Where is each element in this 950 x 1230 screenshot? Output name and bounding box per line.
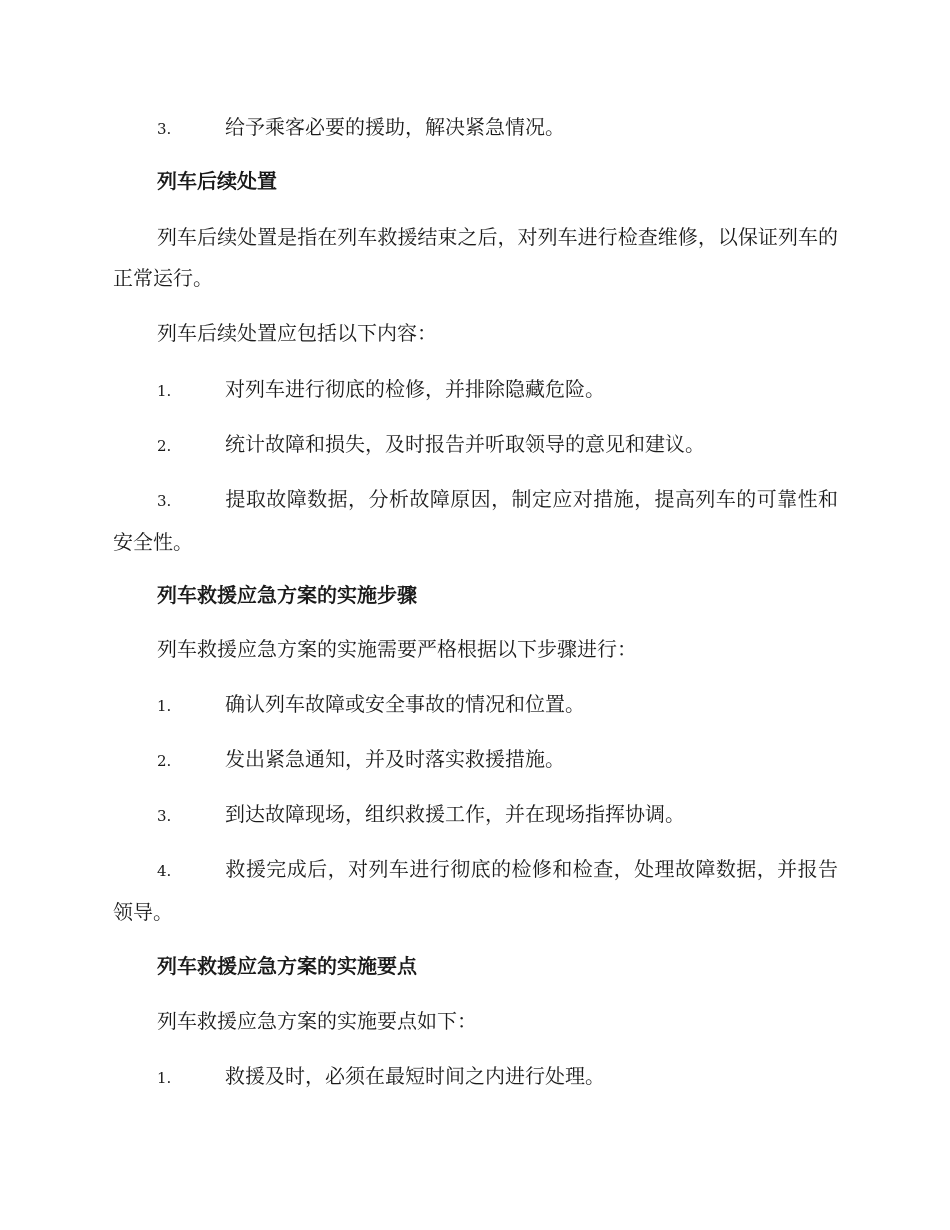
- list-number: 2.: [157, 752, 172, 770]
- section-heading: 列车后续处置: [157, 169, 277, 193]
- list-text: 统计故障和损失，及时报告并听取领导的意见和建议。: [225, 432, 705, 456]
- list-text: 对列车进行彻底的检修，并排除隐藏危险。: [225, 377, 605, 401]
- list-text: 到达故障现场，组织救援工作，并在现场指挥协调。: [225, 802, 685, 826]
- list-number: 4.: [157, 862, 172, 880]
- section-heading: 列车救援应急方案的实施要点: [157, 954, 417, 978]
- list-text: 确认列车故障或安全事故的情况和位置。: [225, 692, 585, 716]
- list-number: 1.: [157, 382, 172, 400]
- list-number: 2.: [157, 437, 172, 455]
- list-text: 提取故障数据，分析故障原因，制定应对措施，提高列车的可靠性和安全性。: [113, 487, 838, 554]
- list-text: 给予乘客必要的援助，解决紧急情况。: [225, 115, 565, 139]
- section-intro: 列车救援应急方案的实施要点如下：: [157, 1009, 477, 1033]
- list-item: [113, 376, 838, 405]
- section-heading: 列车救援应急方案的实施步骤: [157, 583, 417, 607]
- list-text: 发出紧急通知，并及时落实救援措施。: [225, 747, 565, 771]
- list-number: 3.: [157, 807, 172, 825]
- list-number: 3.: [157, 492, 172, 510]
- section-intro: 列车救援应急方案的实施需要严格根据以下步骤进行：: [157, 637, 637, 661]
- list-number: 3.: [157, 120, 172, 138]
- list-item: [113, 431, 838, 460]
- list-item: [113, 801, 838, 830]
- list-text: 救援完成后，对列车进行彻底的检修和检查，处理故障数据，并报告领导。: [113, 857, 838, 924]
- paragraph: 列车后续处置是指在列车救援结束之后，对列车进行检查维修，以保证列车的正常运行。: [113, 225, 838, 290]
- list-item: [113, 746, 838, 775]
- list-number: 1.: [157, 1069, 172, 1087]
- list-item: [113, 849, 838, 933]
- section-intro: 列车后续处置应包括以下内容：: [157, 321, 437, 345]
- list-item: [113, 1063, 838, 1092]
- list-item: [113, 691, 838, 720]
- list-item: [113, 114, 838, 143]
- list-number: 1.: [157, 697, 172, 715]
- list-text: 救援及时，必须在最短时间之内进行处理。: [225, 1064, 605, 1088]
- list-item: [113, 479, 838, 563]
